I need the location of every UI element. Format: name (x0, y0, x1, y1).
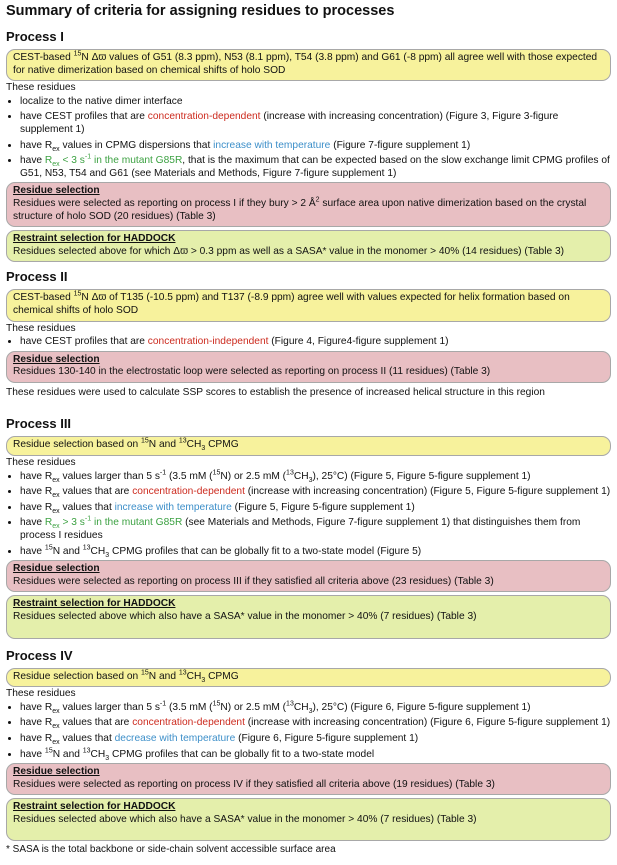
list-item: • have $R_{ex} < 3$ $s^{-1}$ in the mutant G85R, that is the maximum that can be expected based on the slow exchange limit CPMG profiles of G51, N53, T54 and G61 (see Materials and Methods, Figure 7-figure supplement 1) (20, 154, 611, 180)
list-item: • have CEST profiles that are concentration-dependent (increase with increasing concentration) (Figure 3, Figure 3-figure supplement 1) (20, 110, 611, 136)
process-i-section (6, 29, 611, 262)
list-item: • have $R_{ex}$ values in CPMG dispersions that increase with temperature (Figure 7-figure supplement 1) (20, 139, 611, 153)
process-iii-selection-box: Residue selection Residues were selected as reporting on process III if they satisfied all criteria above (23 residues) (Table 3) (6, 560, 611, 592)
restraint-selection-title: Restraint selection for HADDOCK (13, 801, 176, 813)
process-iii-summary-box: Residue selection based on $^{15}$N and $^{13}CH_3$ CPMG (6, 436, 611, 456)
list-item: • have $R_{ex}$ values that decrease with temperature (Figure 6, Figure 5-figure supplement 1) (20, 732, 611, 746)
these-residues-label: These residues (6, 688, 76, 700)
process-iv-summary-box: Residue selection based on $^{15}$N and $^{13}CH_3$ CPMG (6, 668, 611, 688)
process-ii-section (6, 269, 611, 399)
process-iv-selection-box: Residue selection Residues were selected as reporting on process IV if they satisfied all criteria above (19 residues) (Table 3) (6, 763, 611, 795)
process-ii-criteria-list (6, 335, 611, 349)
residue-selection-title: Residue selection (13, 353, 100, 365)
process-ii-heading: Process II (6, 269, 68, 285)
these-residues-label: These residues (6, 82, 76, 94)
list-item: • have $^{15}$N and $^{13}CH_3$ CPMG profiles that can be globally fit to a two-state model (Figure 5) (20, 545, 611, 559)
process-iii-restraint-box: Restraint selection for HADDOCK Residues selected above which also have a SASA* value in the monomer > 40% (7 residues) (Table 3) (6, 595, 611, 638)
process-i-criteria-list (6, 95, 611, 181)
process-i-heading: Process I (6, 29, 64, 44)
residue-selection-title: Residue selection (13, 185, 100, 197)
restraint-selection-title: Restraint selection for HADDOCK (13, 233, 176, 245)
process-iii-heading: Process III (6, 416, 72, 432)
process-ii-summary-box: CEST-based $^{15}$N Δϖ of T135 (-10.5 ppm) and T137 (-8.9 ppm) agree well with values expected for helix formation based on chemical shifts of holo SOD (6, 289, 611, 321)
these-residues-label: These residues (6, 457, 76, 469)
list-item: • have $R_{ex} > 3$ $s^{-1}$ in the mutant G85R (see Materials and Methods, Figure 7-figure supplement 1) that distinguishes them from process I residues (20, 516, 611, 542)
sasa-footnote: * SASA is the total backbone or side-chain solvent accessible surface area (6, 843, 336, 855)
list-item: • have $R_{ex}$ values that are concentration-dependent (increase with increasing concentration) (Figure 5, Figure 5-figure supplement 1) (20, 485, 611, 499)
process-iii-section (6, 416, 611, 638)
process-iv-restraint-box: Restraint selection for HADDOCK Residues selected above which also have a SASA* value in the monomer > 40% (7 residues) (Table 3) (6, 798, 611, 840)
list-item: • have $R_{ex}$ values that are concentration-dependent (increase with increasing concentration) (Figure 6, Figure 5-figure supplement 1) (20, 716, 611, 730)
process-i-summary-box: CEST-based $^{15}$N Δϖ values of G51 (8.3 ppm), N53 (8.1 ppm), T54 (3.8 ppm) and G61 (-8 ppm) all agree well with those expected for native dimerization based on chemical shifts of holo SOD (6, 49, 611, 81)
residue-selection-title: Residue selection (13, 766, 100, 778)
process-iii-criteria-list (6, 470, 611, 559)
process-iv-heading: Process IV (6, 647, 73, 663)
list-item: • have $^{15}$N and $^{13}CH_3$ CPMG profiles that can be globally fit to a two-state model (20, 748, 611, 762)
process-ii-note: These residues were used to calculate SSP scores to establish the presence of increased helical structure in this region (6, 386, 545, 398)
list-item: • have CEST profiles that are concentration-independent (Figure 4, Figure4-figure supplement 1) (20, 335, 611, 349)
list-item: • have $R_{ex}$ values larger than 5 $s^{-1}$ (3.5 mM ($^{15}$N) or 2.5 mM $(^{13}CH_3)$, 25°C) (Figure 6, Figure 5-figure supplement 1) (20, 701, 611, 715)
process-iv-section (6, 648, 611, 841)
process-i-selection-box: Residue selection Residues were selected as reporting on process I if they bury > 2 $Å^2$ surface area upon native dimerization based on the crystal structure of holo SOD (20 residues) (Table 3) (6, 182, 611, 227)
residue-selection-title: Residue selection (13, 563, 100, 575)
list-item: • have $R_{ex}$ values that increase with temperature (Figure 5, Figure 5-figure supplement 1) (20, 501, 611, 515)
page-title: Summary of criteria for assigning residues to processes (6, 3, 395, 19)
process-i-restraint-box: Restraint selection for HADDOCK Residues selected above for which Δϖ > 0.3 ppm as well as a SASA* value in the monomer > 40% (14 residues) (Table 3) (6, 230, 611, 262)
restraint-selection-title: Restraint selection for HADDOCK (13, 598, 176, 610)
list-item: • localize to the native dimer interface (20, 95, 611, 109)
these-residues-label: These residues (6, 322, 76, 334)
process-iv-criteria-list (6, 701, 611, 761)
process-ii-selection-box: Residue selection Residues 130-140 in the electrostatic loop were selected as reporting on process II (11 residues) (Table 3) (6, 351, 611, 383)
list-item: • have $R_{ex}$ values larger than 5 $s^{-1}$ (3.5 mM ($^{15}$N) or 2.5 mM $(^{13}CH_3)$, 25°C) (Figure 5, Figure 5-figure supplement 1) (20, 470, 611, 484)
